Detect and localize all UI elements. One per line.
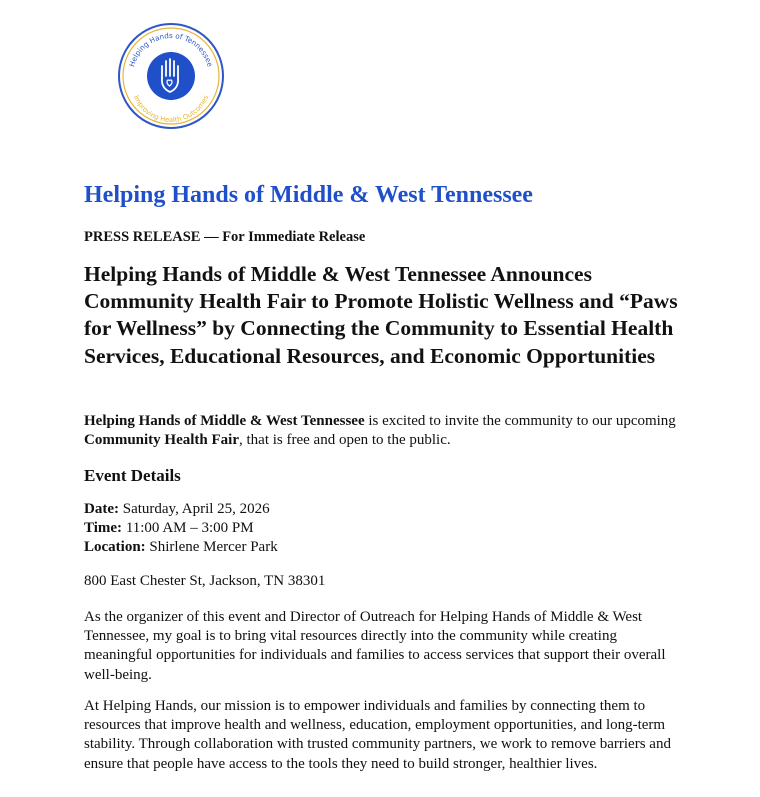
event-time-row (84, 519, 278, 538)
press-release-label: PRESS RELEASE — For Immediate Release (84, 229, 366, 245)
event-date-label: Date: (84, 501, 119, 517)
organizer-paragraph: As the organizer of this event and Director of Outreach for Helping Hands of Middle & West Tennessee, my goal is to bring vital resources directly into the community while creating meaningful opportunities for individuals and families to access services that support their overall well-being. (84, 609, 666, 683)
press-release-headline: Helping Hands of Middle & West Tennessee Announces Community Health Fair to Promote Holistic Wellness and “Paws for Wellness” by Connecting the Community to Essential Health Services, Educational Resources, and Economic Opportunities (84, 262, 678, 368)
event-date-value: Saturday, April 25, 2026 (118, 501, 270, 517)
organization-title: Helping Hands of Middle & West Tennessee (84, 182, 533, 208)
logo-ring-text-top: Helping Hands of Tennessee (127, 30, 215, 68)
organization-logo (117, 22, 225, 130)
intro-event-name: Community Health Fair (84, 432, 239, 449)
event-details-heading: Event Details (84, 466, 181, 485)
logo-emblem (117, 22, 225, 130)
event-address: 800 East Chester St, Jackson, TN 38301 (84, 573, 326, 589)
intro-org-name: Helping Hands of Middle & West Tennessee (84, 413, 365, 429)
intro-paragraph (84, 412, 684, 450)
logo-center-circle (147, 52, 195, 100)
event-location-row (84, 538, 278, 557)
event-location-value: Shirlene Mercer Park (145, 539, 278, 555)
event-location-label: Location: (84, 539, 146, 555)
event-time-label: Time: (84, 520, 123, 536)
intro-text-2: , that is free and open to the public. (239, 432, 451, 449)
event-time-value: 11:00 AM – 3:00 PM (122, 520, 254, 536)
logo-ring-text-bottom: Improving Health Outcomes (131, 94, 211, 125)
event-details (84, 500, 278, 557)
intro-text-1: is excited to invite the community to our upcoming (364, 413, 676, 429)
mission-paragraph: At Helping Hands, our mission is to empower individuals and families by connecting them to resources that improve health and wellness, education, employment opportunities, and long-term stability. Through collaboration with trusted community partners, we work to remove barriers and ensure that people have access to the tools they need to build stronger, healthier lives. (84, 698, 671, 772)
event-date-row (84, 500, 278, 519)
